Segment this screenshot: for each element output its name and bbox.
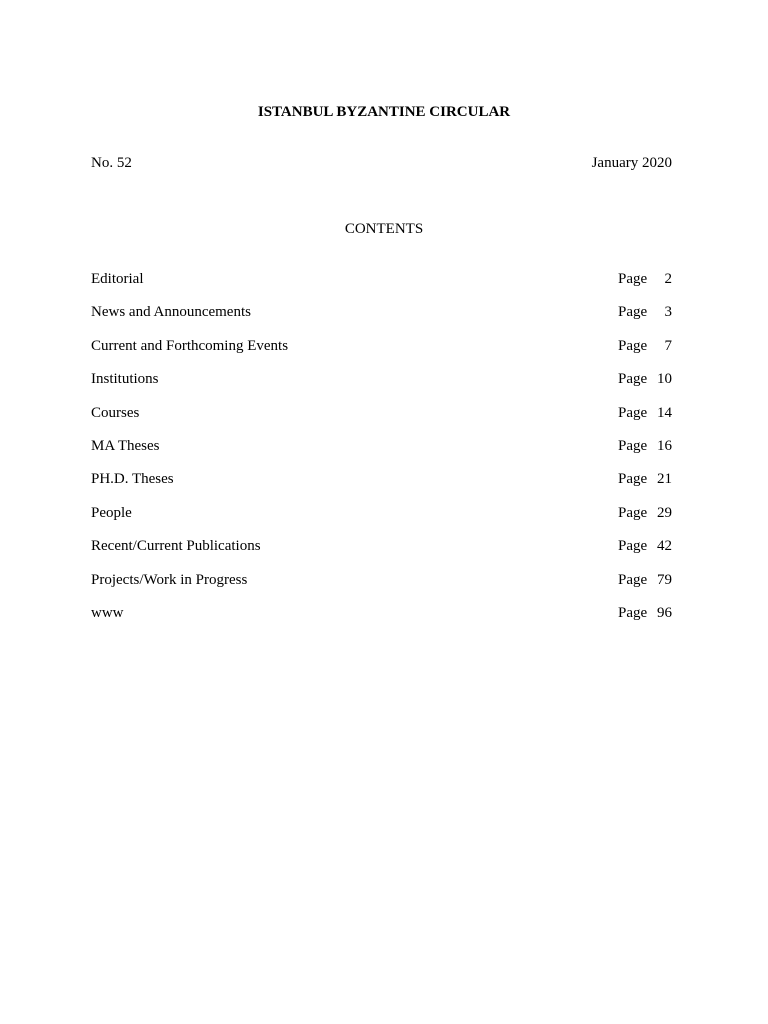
- toc-entry-label: Editorial: [91, 271, 144, 287]
- toc-entry: [91, 436, 672, 469]
- toc-page-number: 42: [657, 538, 672, 555]
- toc-entry: [91, 369, 672, 402]
- toc-entry-label: Institutions: [91, 371, 159, 388]
- toc-page-number: 29: [657, 504, 672, 521]
- issue-line: [91, 153, 672, 173]
- contents-heading: CONTENTS: [344, 221, 424, 237]
- toc-entry-label: People: [91, 504, 132, 521]
- toc-page-number: 96: [657, 604, 672, 621]
- toc-entry-label: MA Theses: [91, 437, 160, 454]
- toc-page-word: Page: [618, 304, 648, 321]
- toc-page-word: Page: [618, 271, 648, 287]
- toc-page-word: Page: [618, 404, 648, 421]
- toc-entry: [91, 570, 672, 603]
- toc-entry: [91, 302, 672, 335]
- toc-entry-label: News and Announcements: [91, 304, 251, 321]
- toc-page-number: 2: [664, 271, 672, 287]
- toc-entry: [91, 536, 672, 569]
- toc-page-word: Page: [618, 571, 648, 588]
- toc-entry: [91, 336, 672, 369]
- toc-page-word: Page: [618, 437, 648, 454]
- toc-page-number: 14: [657, 404, 672, 421]
- toc-entry-label: PH.D. Theses: [91, 471, 174, 488]
- toc-page-word: Page: [618, 337, 648, 354]
- toc-entry-label: Projects/Work in Progress: [91, 571, 248, 588]
- toc-entry: [91, 503, 672, 536]
- issue-date: January 2020: [591, 155, 672, 171]
- toc-page-number: 16: [657, 437, 672, 454]
- document-title: ISTANBUL BYZANTINE CIRCULAR: [257, 104, 511, 120]
- toc-entry-label: Recent/Current Publications: [91, 538, 261, 555]
- toc-page-word: Page: [618, 538, 648, 555]
- table-of-contents: [91, 269, 672, 636]
- toc-entry: [91, 269, 672, 302]
- toc-entry-label: www: [91, 604, 124, 621]
- toc-page-number: 3: [664, 304, 672, 321]
- toc-entry: [91, 469, 672, 502]
- toc-page-number: 21: [657, 471, 672, 488]
- toc-page-word: Page: [618, 371, 648, 388]
- issue-number: No. 52: [91, 155, 132, 171]
- toc-page-number: 7: [664, 337, 672, 354]
- toc-entry: [91, 403, 672, 436]
- toc-page-number: 10: [657, 371, 672, 388]
- toc-page-word: Page: [618, 471, 648, 488]
- toc-page-word: Page: [618, 604, 648, 621]
- toc-entry-label: Courses: [91, 404, 140, 421]
- toc-entry: [91, 603, 672, 636]
- toc-page-word: Page: [618, 504, 648, 521]
- toc-entry-label: Current and Forthcoming Events: [91, 337, 289, 354]
- toc-page-number: 79: [657, 571, 672, 588]
